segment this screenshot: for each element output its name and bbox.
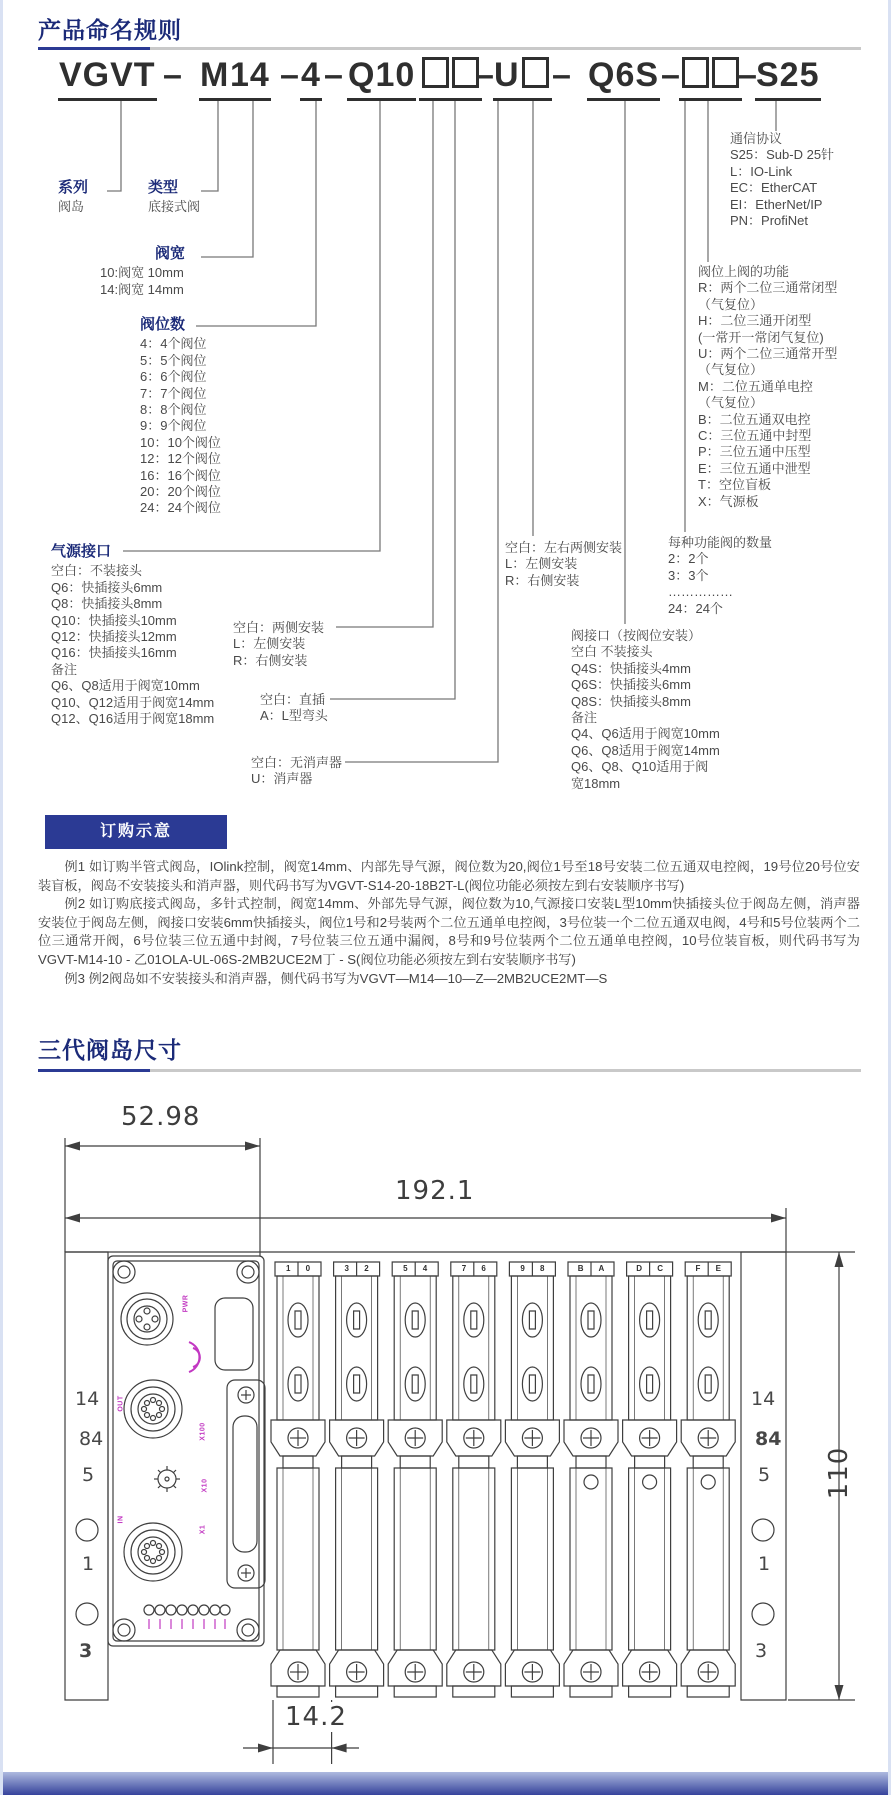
list-item: 24：24个 xyxy=(668,600,723,616)
code-dash: – xyxy=(475,56,495,94)
list-item: 阀岛 xyxy=(58,199,85,215)
list-item: 9：9个阀位 xyxy=(140,418,207,434)
dimensions-title: 三代阀岛尺寸 xyxy=(38,1037,182,1063)
x1-label: X1 xyxy=(199,1524,207,1535)
list-item: Q12：快插接头12mm xyxy=(51,629,177,645)
list-item: L：左侧安装 xyxy=(505,556,578,572)
list-item: …………… xyxy=(668,584,733,600)
list-item: Q6：快插接头6mm xyxy=(51,579,163,595)
list-item: (一常开一常闭气复位) xyxy=(698,329,824,345)
list-item: Q10、Q12适用于阀宽14mm xyxy=(51,694,215,710)
annotation-muffler-side xyxy=(505,540,622,589)
list-item: 3：3个 xyxy=(668,567,709,583)
list-item: C：三位五通中封型 xyxy=(698,428,812,444)
list-item: 备注 xyxy=(51,661,78,677)
slot-label: B A xyxy=(577,1264,605,1273)
list-item: A：L型弯头 xyxy=(260,708,328,724)
list-item: 空白：左右两侧安装 xyxy=(505,540,623,555)
list-item: 20：20个阀位 xyxy=(140,484,221,500)
annotation-plug-type xyxy=(260,692,328,725)
left-plate-label: 84 xyxy=(79,1428,104,1450)
annotation-protocol: 通信协议 S25：Sub-D 25针 L：IO-Link EC：EtherCAT EI：EtherNet/IP PN：ProfiNet xyxy=(730,131,835,229)
list-item: PN：ProfiNet xyxy=(730,213,809,229)
list-item: 备注 xyxy=(571,710,598,726)
list-item: T：空位盲板 xyxy=(698,477,771,493)
code-seg-series: VGVT xyxy=(58,56,157,101)
right-plate-label: 14 xyxy=(751,1388,776,1410)
ordering-paragraphs xyxy=(38,858,860,988)
x100-label: X100 xyxy=(199,1422,207,1441)
annotation-muffler xyxy=(251,755,342,788)
placeholder-box xyxy=(522,57,549,88)
list-item: U：消声器 xyxy=(251,771,313,787)
left-plate-label: 14 xyxy=(75,1388,100,1410)
list-item: （气复位） xyxy=(698,395,764,411)
slot-label: 3 2 xyxy=(344,1264,369,1273)
dimension-arrows xyxy=(65,1142,844,1753)
code-seg-positions: 4 xyxy=(300,56,322,101)
list-item: Q4S：快插接头4mm xyxy=(571,660,691,676)
slot-label: 1 0 xyxy=(285,1264,311,1273)
list-item: 24：24个阀位 xyxy=(140,500,221,516)
list-item: 空白：无消声器 xyxy=(251,755,343,770)
list-item: 6：6个阀位 xyxy=(140,369,207,385)
page-footer-bar xyxy=(3,1772,888,1795)
ordering-banner: 订购示意 xyxy=(45,815,227,849)
rotary-switch xyxy=(154,1466,180,1492)
list-item: Q6、Q8适用于阀宽14mm xyxy=(571,742,720,758)
annotation-air-side xyxy=(233,620,324,669)
list-item: 8：8个阀位 xyxy=(140,402,207,418)
code-seg-muffler: U xyxy=(493,56,521,101)
code-seg-type: M xyxy=(199,56,230,101)
out-label: OUT xyxy=(117,1395,125,1412)
list-item: 空白：不装接头 xyxy=(51,563,143,579)
slot-label: 7 6 xyxy=(461,1264,486,1273)
list-item: 10:阀宽 10mm xyxy=(100,265,184,281)
dim-module-width: 52.98 xyxy=(121,1102,201,1132)
valve-slices xyxy=(271,1262,735,1697)
annotation-valve-port: 阀接口（按阀位安装） 空白 不装接头 Q4S：快插接头4mm Q6S：快插接头6mm Q8S：快插接头8mm 备注 Q4、Q6适用于阀宽10mm Q6、Q8适用于阀宽14mm Q6、Q8、Q10适用于阀 宽18mm xyxy=(571,628,720,791)
code-seg-protocol: S25 xyxy=(755,56,821,101)
right-plate-label: 3 xyxy=(755,1640,768,1662)
annotation-func-count: 每种功能阀的数量 2：2个 3：3个 …………… 24：24个 xyxy=(668,535,773,616)
annotation-valve-function: 阀位上阀的功能 R：两个二位三通常闭型 （气复位） H：二位三通开闭型 (一常开一常闭气复位) U：两个二位三通常开型 （气复位） M：二位五通单电控 （气复位） B：二位五通双电控 C：三位五通中封型 P：三位五通中压型 E：三位五通中泄型 T：空位盲板 X：气源板 xyxy=(698,264,838,509)
code-seg-width: 14 xyxy=(229,56,271,101)
list-item: B：二位五通双电控 xyxy=(698,411,811,427)
list-item: 12：12个阀位 xyxy=(140,451,221,467)
in-label: IN xyxy=(117,1515,125,1524)
out-connector xyxy=(124,1380,182,1438)
right-plate-label: 1 xyxy=(758,1553,771,1575)
list-item: Q4、Q6适用于阀宽10mm xyxy=(571,726,720,742)
list-item: 10：10个阀位 xyxy=(140,434,221,450)
list-item: L：左侧安装 xyxy=(233,636,306,652)
pwr-label: PWR xyxy=(182,1294,190,1313)
list-item: EC：EtherCAT xyxy=(730,180,818,196)
list-item: （气复位） xyxy=(698,296,764,312)
list-item: 空白：两侧安装 xyxy=(233,620,325,635)
annotation-air-supply: 气源接口 空白：不装接头 Q6：快插接头6mm Q8：快插接头8mm Q10：快插接头10mm Q12：快插接头12mm Q16：快插接头16mm 备注 Q6、Q8适用于阀宽10mm Q10、Q12适用于阀宽14mm Q12、Q16适用于阀宽18mm xyxy=(51,543,215,727)
list-item: R：右侧安装 xyxy=(505,572,580,588)
list-item: （气复位） xyxy=(698,362,764,378)
list-item: 底接式阀 xyxy=(148,199,201,215)
list-item: 2：2个 xyxy=(668,551,709,567)
code-dash: – xyxy=(163,56,183,94)
annotation-width: 阀宽 10:阀宽 10mm 14:阀宽 14mm xyxy=(100,245,186,297)
right-plate-label: 5 xyxy=(758,1464,771,1486)
list-item: Q6、Q8适用于阀宽10mm xyxy=(51,678,200,694)
placeholder-box xyxy=(682,57,709,88)
left-plate-label: 5 xyxy=(82,1464,95,1486)
led-micro-labels xyxy=(149,1619,225,1629)
code-seg-air: Q10 xyxy=(347,56,416,101)
slot-label: D C xyxy=(636,1264,663,1273)
list-item: Q6、Q8、Q10适用于阀 xyxy=(571,759,709,775)
led-row xyxy=(144,1605,230,1615)
list-item: EI：EtherNet/IP xyxy=(730,196,823,212)
in-connector xyxy=(124,1523,182,1581)
left-plate-label: 3 xyxy=(79,1640,93,1662)
pwr-connector xyxy=(121,1293,173,1345)
list-item: 空白 不装接头 xyxy=(571,644,653,660)
slot-label: 9 8 xyxy=(520,1264,545,1273)
code-dash: – xyxy=(324,56,344,94)
title-rule xyxy=(38,47,861,50)
list-item: U：两个二位三通常开型 xyxy=(698,346,838,362)
placeholder-box xyxy=(712,57,739,88)
module-window xyxy=(215,1298,253,1370)
list-item: 宽18mm xyxy=(571,775,621,791)
list-item: P：三位五通中压型 xyxy=(698,444,811,460)
annotation-series: 系列 阀岛 xyxy=(58,179,89,215)
dimensions-rule xyxy=(38,1069,861,1072)
page-title: 产品命名规则 xyxy=(38,17,182,43)
list-item: R：两个二位三通常闭型 xyxy=(698,280,838,296)
list-item: Q8：快插接头8mm xyxy=(51,596,163,612)
list-item: Q8S：快插接头8mm xyxy=(571,693,691,709)
code-dash: – xyxy=(738,56,758,94)
slot-label: F E xyxy=(695,1264,721,1273)
code-seg-box-func xyxy=(679,56,712,101)
list-item: L：IO-Link xyxy=(730,163,793,179)
list-item: E：三位五通中泄型 xyxy=(698,460,811,476)
list-item: Q12、Q16适用于阀宽18mm xyxy=(51,711,215,727)
annotation-type: 类型 底接式阀 xyxy=(148,179,201,215)
list-item: 空白：直插 xyxy=(260,692,326,707)
dim-total-width: 192.1 xyxy=(395,1176,475,1206)
list-item: 例3 例2阀岛如不安装接头和消声器，侧代码书写为VGVT—M14—10—Z—2MB2UCE2MT—S xyxy=(64,970,608,986)
list-item: 16：16个阀位 xyxy=(140,467,221,483)
radio-arcs-icon xyxy=(189,1342,200,1372)
right-plate-label: 84 xyxy=(755,1428,782,1450)
dim-height: 110 xyxy=(824,1446,854,1500)
list-item: 7：7个阀位 xyxy=(140,385,207,401)
list-item: S25：Sub-D 25针 xyxy=(730,147,835,163)
left-plate-label: 1 xyxy=(82,1553,95,1575)
code-seg-valve-port: Q6S xyxy=(587,56,660,101)
list-item: 14:阀宽 14mm xyxy=(100,281,184,297)
list-item: H：二位三通开闭型 xyxy=(698,313,812,329)
list-item: 4：4个阀位 xyxy=(140,336,207,352)
code-dash: – xyxy=(661,56,681,94)
annotation-positions: 阀位数 4：4个阀位 5：5个阀位 6：6个阀位 7：7个阀位 8：8个阀位 9：9个阀位 10：10个阀位 12：12个阀位 16：16个阀位 20：20个阀位 24：24个阀位 xyxy=(140,316,221,516)
code-seg-box-air-side xyxy=(419,56,452,101)
list-item: Q16：快插接头16mm xyxy=(51,645,177,661)
x10-label: X10 xyxy=(201,1478,209,1493)
list-item: 例1 如订购半管式阀岛，IOlink控制，阀宽14mm、内部先导气源，阀位数为20,阀位1号至18号安装二位五通双电控阀，19号位20号位安装盲板，阀岛不安装接头和消声器，则代码书写为VGVT-S14-20-18B2T-L(阀位功能必须按左到右安装顺序书写) xyxy=(38,859,860,893)
valve-island-drawing xyxy=(65,1138,855,1764)
dimensions-rule-accent xyxy=(38,1069,150,1072)
list-item: X：气源板 xyxy=(698,493,759,509)
code-dash: – xyxy=(280,56,300,94)
list-item: 例2 如订购底接式阀岛，多针式控制，阀宽14mm、外部先导气源，阀位数为10,气源接口安装L型10mm快插接头位于阀岛左侧，消声器安装位于阀岛左侧，阀接口安装6mm快插接头，阀位1号和2号装两个二位五通单电控阀，3号位装一个二位五通双电阀，4号和5号位装两个二位三通常开阀，6号位装三位五通中封阀，7号位装三位五通中漏阀，8号和9号位装两个二位五通单电控阀，10号位装盲板，则代码书写为VGVT-M14-10 - 乙01OLA-UL-06S-2MB2UCE2M丁 - S(阀位功能必须按左到右安装顺序书写) xyxy=(38,896,860,967)
list-item: 5：5个阀位 xyxy=(140,352,207,368)
slot-label: 5 4 xyxy=(403,1264,428,1273)
dim-pitch: 14.2 xyxy=(285,1702,347,1732)
placeholder-box xyxy=(422,57,449,88)
list-item: R：右侧安装 xyxy=(233,652,308,668)
list-item: M：二位五通单电控 xyxy=(698,378,813,394)
title-rule-accent xyxy=(38,47,150,50)
list-item: Q10：快插接头10mm xyxy=(51,612,177,628)
code-dash: – xyxy=(552,56,572,94)
code-seg-box-muffler-side xyxy=(519,56,552,101)
list-item: Q6S：快插接头6mm xyxy=(571,677,691,693)
